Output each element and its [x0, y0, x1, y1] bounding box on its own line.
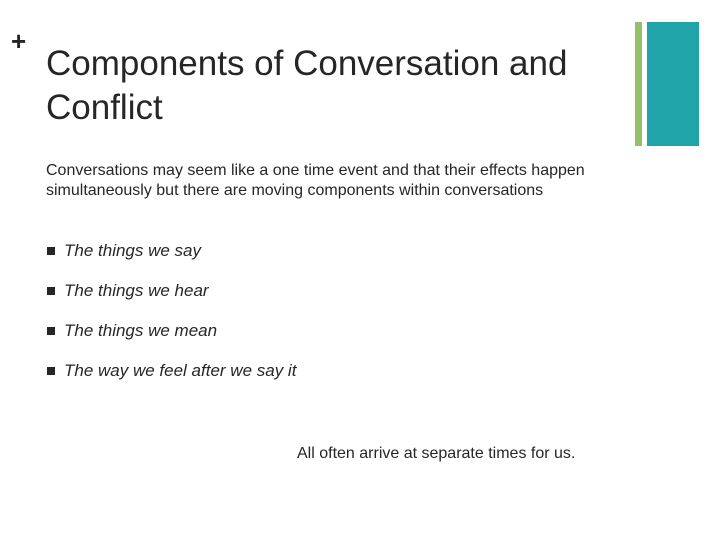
bullet-text: The things we hear — [64, 281, 209, 300]
square-bullet-icon — [47, 287, 55, 295]
bullet-text: The things we say — [64, 241, 202, 260]
closing-statement: All often arrive at separate times for us. — [297, 445, 576, 462]
square-bullet-icon — [47, 247, 55, 255]
accent-bar-teal — [647, 22, 699, 146]
intro-paragraph: Conversations may seem like a one time event and that their effects happen simultaneously but there are moving components within conversations — [46, 162, 585, 199]
bullet-text: The things we mean — [64, 321, 218, 340]
bullet-text: The way we feel after we say it — [64, 361, 297, 380]
slide-title: Components of Conversation and Conflict — [46, 44, 568, 127]
square-bullet-icon — [47, 367, 55, 375]
square-bullet-icon — [47, 327, 55, 335]
plus-icon: + — [11, 26, 27, 56]
accent-bar-green — [635, 22, 642, 146]
